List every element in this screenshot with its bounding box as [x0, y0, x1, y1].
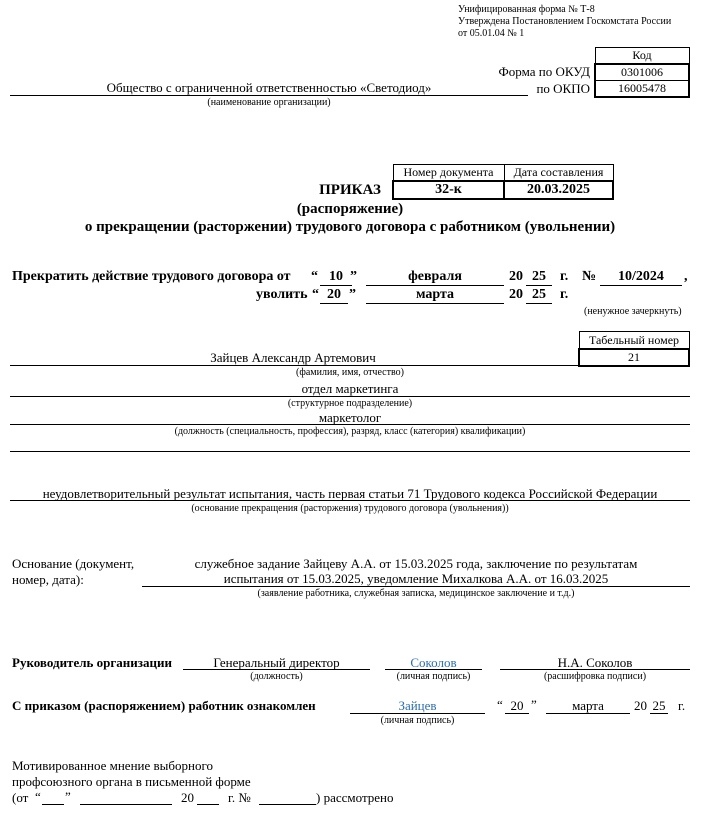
acquainted-month: марта: [572, 698, 604, 713]
form-line-1: Унифицированная форма № Т-8: [458, 4, 595, 15]
page-title: ПРИКАЗ: [319, 182, 381, 198]
acquainted-year-g: г.: [678, 698, 686, 713]
employee-department: отдел маркетинга: [301, 381, 399, 396]
page-subtitle: (распоряжение): [296, 201, 404, 217]
union-year-line: [197, 804, 219, 805]
tab-number-header: Табельный номер: [579, 332, 689, 350]
employee-name-caption: (фамилия, имя, отчество): [296, 367, 404, 378]
dismiss-year-g: г.: [560, 287, 569, 302]
doc-date: 20.03.2025: [504, 181, 613, 199]
form-line-2: Утверждена Постановлением Госкомстата России: [458, 16, 672, 27]
basis-label-1: Основание (документ,: [12, 556, 135, 571]
dismiss-year-prefix: 20: [509, 287, 523, 302]
union-from: (от: [12, 790, 29, 805]
basis-text-1: служебное задание Зайцеву А.А. от 15.03.2025 года, заключение по результатам: [194, 556, 638, 571]
employee-name: Зайцев Александр Артемович: [210, 350, 376, 365]
basis-caption: (заявление работника, служебная записка, медицинское заключение и т.д.): [257, 588, 575, 599]
doc-number-header: Номер документа: [393, 165, 504, 182]
quote-close: ”: [350, 269, 357, 284]
head-position-caption: (должность): [250, 671, 303, 682]
head-position: Генеральный директор: [213, 655, 340, 670]
position-caption: (должность (специальность, профессия), разряд, класс (категория) квалификации): [174, 426, 526, 437]
acquainted-signature-caption: (личная подпись): [380, 715, 455, 726]
head-label: Руководитель организации: [12, 655, 172, 670]
contract-year-prefix: 20: [509, 269, 523, 284]
contract-year-suffix: 25: [532, 269, 546, 284]
union-line-2: профсоюзного органа в письменной форме: [12, 774, 251, 789]
head-decoding-caption: (расшифровка подписи): [543, 671, 647, 682]
union-quote-open: “: [35, 789, 41, 804]
head-signature: Соколов: [410, 655, 457, 670]
head-signature-caption: (личная подпись): [396, 671, 471, 682]
dismiss-year-suffix: 25: [532, 287, 546, 302]
acquainted-label: С приказом (распоряжением) работник ознакомлен: [12, 698, 316, 713]
termination-ground: неудовлетворительный результат испытания, часть первая статьи 71 Трудового кодекса Российской Федерации: [42, 486, 658, 501]
contract-number-label: №: [582, 269, 597, 284]
tab-number-table: [578, 331, 690, 367]
union-year-prefix: 20: [181, 790, 194, 805]
organization-name: Общество с ограниченной ответственностью «Светодиод»: [106, 80, 432, 95]
form-line-3: от 05.01.04 № 1: [458, 28, 525, 39]
dismiss-quote-close: ”: [349, 287, 356, 302]
comma: ,: [684, 269, 688, 284]
okud-label: Форма по ОКУД: [498, 64, 590, 79]
employee-position: маркетолог: [318, 410, 382, 425]
union-tail: ) рассмотрено: [316, 790, 394, 805]
union-g-number: г. №: [228, 790, 251, 805]
dismiss-day: 20: [327, 287, 341, 302]
dismiss-quote-open: “: [312, 287, 319, 302]
okud-value: 0301006: [595, 64, 689, 81]
quote-open: “: [311, 269, 318, 284]
acquainted-year-prefix: 20: [634, 698, 647, 713]
dismiss-month: марта: [415, 287, 455, 302]
contract-day: 10: [329, 269, 343, 284]
doc-date-header: Дата составления: [504, 165, 613, 182]
contract-number: 10/2024: [618, 269, 664, 284]
department-caption: (структурное подразделение): [287, 398, 413, 409]
contract-year-g: г.: [560, 269, 569, 284]
acquainted-year-suffix: 25: [652, 698, 666, 713]
acquainted-signature: Зайцев: [398, 698, 437, 713]
doc-number: 32-к: [393, 181, 504, 199]
contract-month: февраля: [408, 269, 462, 284]
okpo-value: 16005478: [595, 81, 689, 98]
code-header: Код: [595, 48, 689, 65]
union-quote-close: ”: [65, 789, 71, 804]
order-subject: о прекращении (расторжении) трудового договора с работником (увольнении): [84, 219, 616, 235]
acquainted-day: 20: [510, 698, 524, 713]
acq-quote-open: “: [497, 697, 503, 712]
organization-line: [10, 95, 528, 96]
union-number-line: [259, 804, 316, 805]
codes-table: [594, 47, 690, 98]
union-day-line: [42, 804, 64, 805]
tab-number: 21: [579, 349, 689, 366]
ground-caption: (основание прекращения (расторжения) трудового договора (увольнения)): [191, 503, 509, 514]
head-decoding: Н.А. Соколов: [557, 655, 633, 670]
union-line-1: Мотивированное мнение выборного: [12, 758, 213, 773]
okpo-label: по ОКПО: [536, 81, 590, 96]
union-month-line: [80, 804, 172, 805]
acq-quote-close: ”: [531, 697, 537, 712]
termination-label: Прекратить действие трудового договора от: [12, 269, 291, 284]
dismiss-label: уволить: [256, 287, 308, 302]
basis-label-2: номер, дата):: [12, 572, 84, 587]
strike-note: (ненужное зачеркнуть): [584, 306, 682, 317]
basis-text-2: испытания от 15.03.2025, уведомление Михалкова А.А. от 16.03.2025: [223, 571, 609, 586]
organization-caption: (наименование организации): [207, 97, 331, 108]
